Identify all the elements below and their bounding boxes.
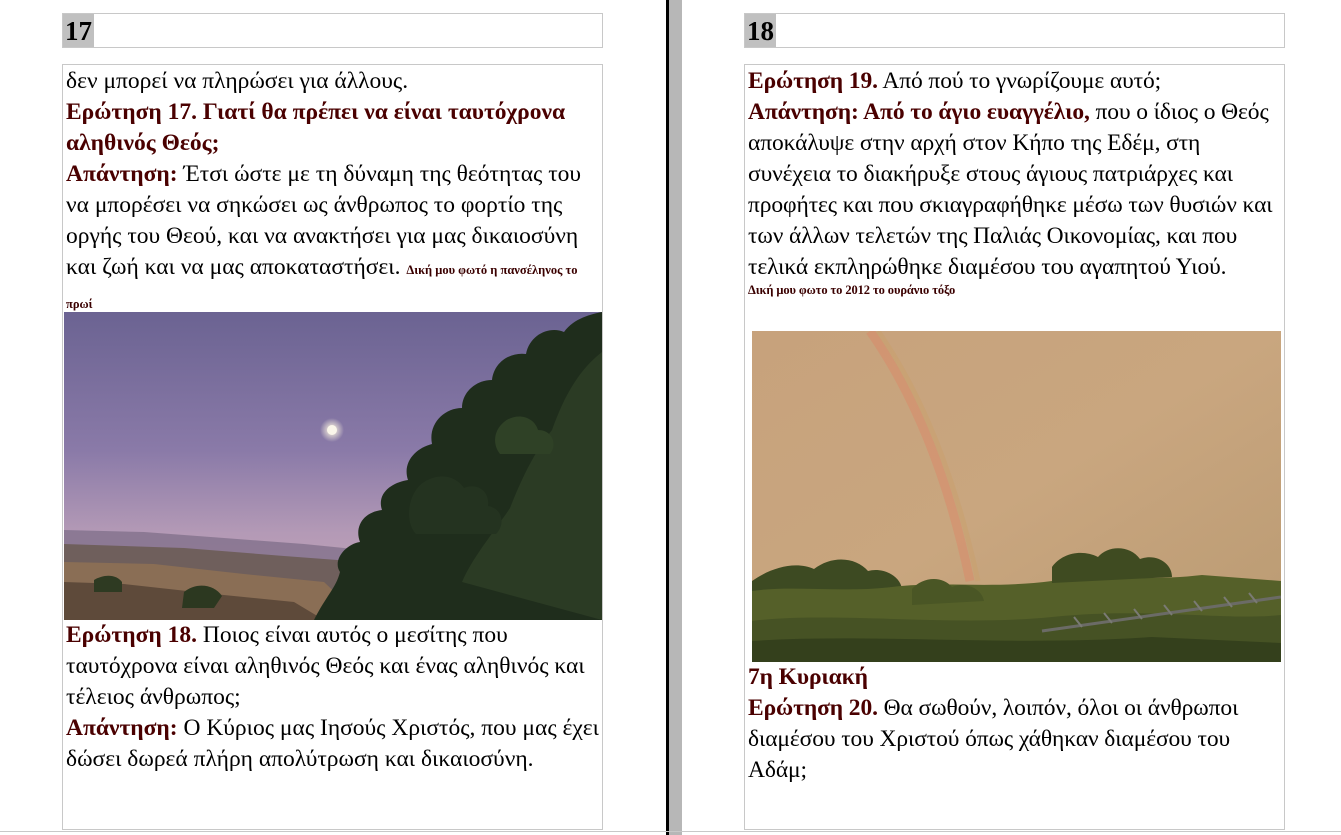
photo-caption: Δική μου φωτο το 2012 το ουράνιο τόξο bbox=[748, 283, 956, 297]
answer-17-paragraph bbox=[66, 159, 604, 320]
full-moon-photo[interactable] bbox=[64, 312, 602, 620]
question-19-label: Ερώτηση 19. bbox=[748, 68, 878, 94]
moon-icon bbox=[327, 425, 337, 435]
page-number: 17 bbox=[65, 16, 92, 46]
answer-18-text: Ο Κύριος μας Ιησούς Χριστός, που μας έχει δώσει δωρεά πλήρη απολύτρωση και δικαιοσύνη. bbox=[66, 715, 599, 772]
body-text-top[interactable] bbox=[746, 66, 1288, 297]
page-18 bbox=[682, 0, 1341, 835]
page-header-box bbox=[744, 13, 1285, 48]
question-18-paragraph bbox=[66, 620, 604, 713]
question-19-paragraph bbox=[748, 66, 1288, 97]
page-17 bbox=[0, 0, 666, 835]
question-20-paragraph bbox=[748, 693, 1286, 786]
question-19-text: Από πού το γνωρίζουμε αυτό; bbox=[877, 68, 1162, 94]
answer-label: Απάντηση: bbox=[66, 161, 178, 187]
photo-caption: Δική μου φωτό η πανσέληνος το πρωί bbox=[66, 263, 578, 311]
page-number: 18 bbox=[747, 16, 774, 46]
answer-17-text: Έτσι ώστε με τη δύναμη της θεότητας του να μπορέσει να σηκώσει ως άνθρωπος το φορτίο της οργής του Θεού, και να ανακτήσει για μας δικαιοσύνη και ζωή και να μας αποκαταστήσει. bbox=[66, 161, 582, 280]
question-18-label: Ερώτηση 18. bbox=[66, 622, 197, 648]
page-divider bbox=[666, 0, 682, 835]
sunday-heading: 7η Κυριακή bbox=[748, 664, 868, 690]
bottom-rule bbox=[0, 831, 1341, 832]
paragraph-continuation: δεν μπορεί να πληρώσει για άλλους. bbox=[66, 68, 409, 94]
body-text-top[interactable] bbox=[64, 66, 604, 320]
answer-19-label: Απάντηση: Από το άγιο ευαγγέλιο, bbox=[748, 99, 1090, 125]
question-20-text: Θα σωθούν, λοιπόν, όλοι οι άνθρωποι διαμέσου του Χριστού όπως χάθηκαν διαμέσου του Αδάμ; bbox=[748, 695, 1239, 783]
question-17-heading: Ερώτηση 17. Γιατί θα πρέπει να είναι ταυτόχρονα αληθινός Θεός; bbox=[66, 99, 566, 156]
answer-18-paragraph bbox=[66, 713, 604, 775]
answer-label: Απάντηση: bbox=[66, 715, 178, 741]
page-header-box bbox=[62, 13, 603, 48]
rainbow-photo[interactable] bbox=[752, 331, 1281, 662]
question-18-text: Ποιος είναι αυτός ο μεσίτης που ταυτόχρονα είναι αληθινός Θεός και ένας αληθινός και τέλειος άνθρωπος; bbox=[66, 622, 585, 710]
answer-19-paragraph bbox=[748, 97, 1288, 283]
body-text-bottom[interactable] bbox=[64, 620, 604, 775]
answer-19-text: που ο ίδιος ο Θεός αποκάλυψε στην αρχή στον Κήπο της Εδέμ, στη συνέχεια το διακήρυξε στους άγιους πατριάρχες και προφήτες και που σκιαγραφήθηκε μέσω των θυσιών και των άλλων τελετών της Παλιάς Οικονομίας, και που τελικά εκπληρώθηκε διαμέσου του αγαπητού Υιού. bbox=[748, 99, 1273, 280]
question-20-label: Ερώτηση 20. bbox=[748, 695, 878, 721]
body-text-bottom[interactable] bbox=[746, 662, 1286, 786]
divider-line bbox=[666, 0, 669, 835]
